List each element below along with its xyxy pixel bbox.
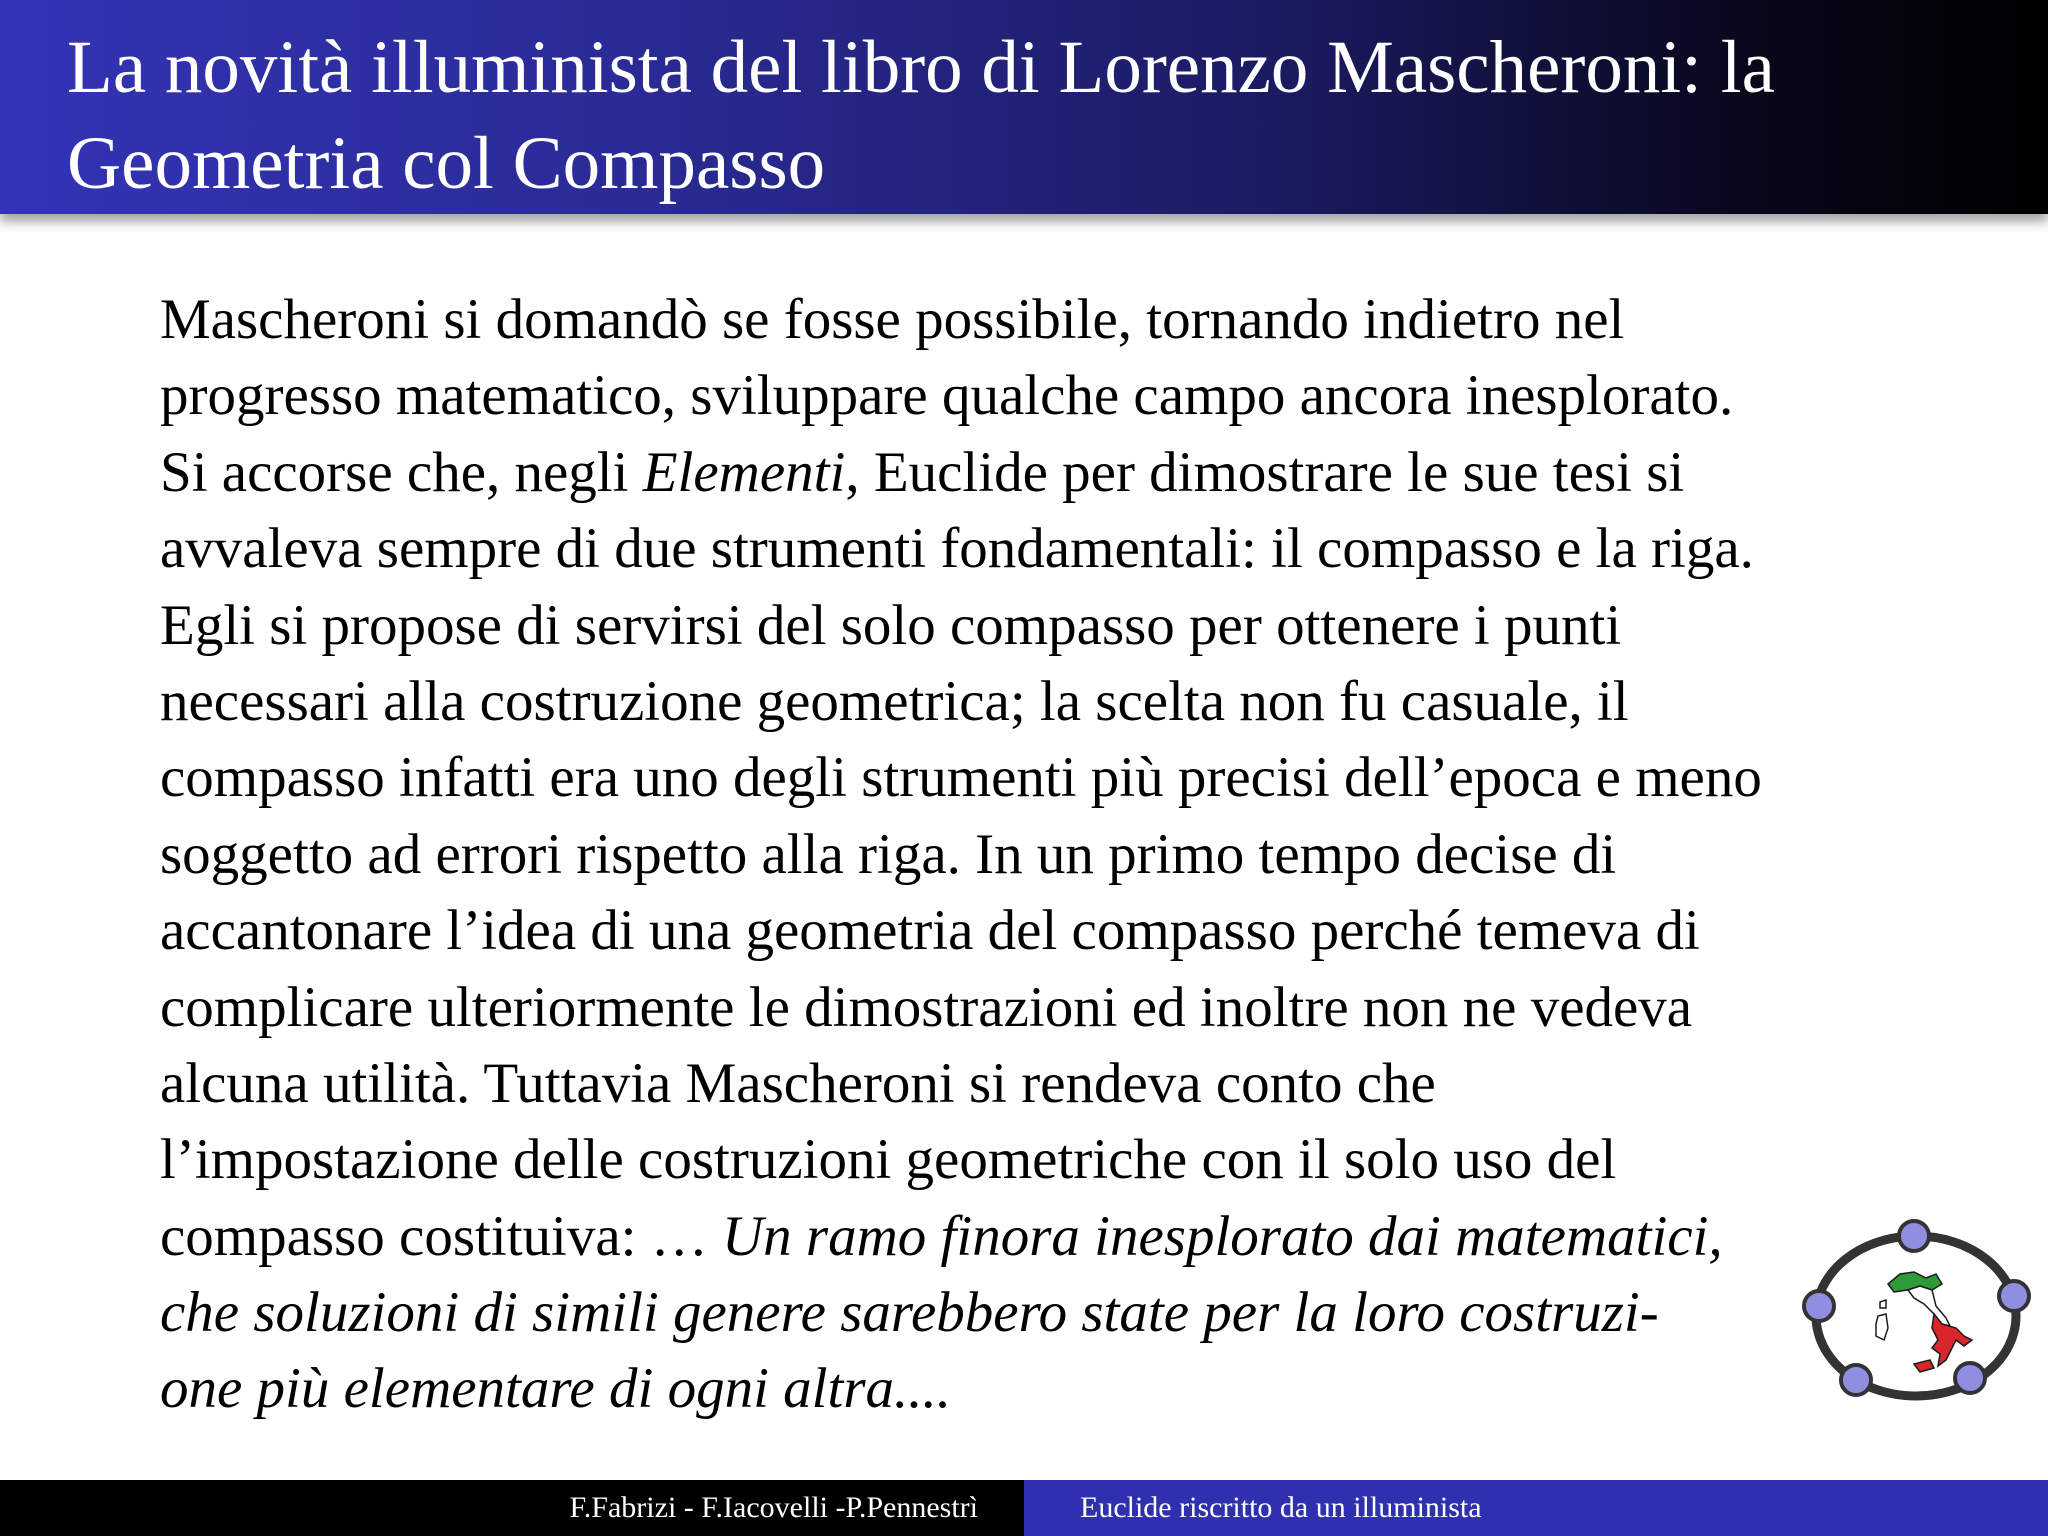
body-line: Mascheroni si domandò se fosse possibile, tornando indietro nel <box>160 288 1625 351</box>
logo-node <box>1999 1281 2029 1311</box>
body-line: progresso matematico, sviluppare qualche campo ancora inesplorato. <box>160 364 1734 428</box>
corsica-shape <box>1880 1300 1886 1308</box>
body-line: Egli si propose di servirsi del solo compasso per ottenere i punti <box>160 593 1622 657</box>
slide-title-line-2: Geometria col Compasso <box>67 122 826 205</box>
body-line <box>160 1199 2000 1275</box>
quote-italic: one più elementare di ogni altra.... <box>160 1357 952 1421</box>
body-line: soggetto ad errori rispetto alla riga. In un primo tempo decise di <box>160 822 1617 886</box>
logo-node <box>1804 1291 1834 1321</box>
logo-node <box>1899 1221 1929 1251</box>
body-line <box>160 1351 2000 1427</box>
body-text-run: Si accorse che, negli <box>160 440 643 504</box>
elementi-italic: Elementi <box>642 440 846 504</box>
body-line: necessari alla costruzione geometrica; la scelta non fu casuale, il <box>160 669 1629 733</box>
logo-node <box>1955 1363 1985 1393</box>
body-line: accantonare l’idea di una geometria del compasso perché temeva di <box>160 899 1700 963</box>
body-line <box>160 435 2000 511</box>
slide-title-line-1: La novità illuminista del libro di Lorenzo Mascheroni: la <box>67 26 1775 109</box>
body-text-run: , Euclide per dimostrare le sue tesi si <box>845 440 1685 504</box>
quote-italic: Un ramo finora inesplorato dai matematici, <box>722 1204 1723 1268</box>
body-line: complicare ulteriormente le dimostrazioni ed inoltre non ne vedeva <box>160 975 1693 1039</box>
slide-body <box>160 282 2000 1428</box>
body-text-run: compasso costituiva: … <box>160 1204 723 1268</box>
body-line <box>160 1275 2000 1351</box>
body-line: compasso infatti era uno degli strumenti più precisi dell’epoca e meno <box>160 746 1762 810</box>
geogebra-italy-logo-icon <box>1796 1216 2036 1416</box>
body-line: alcuna utilità. Tuttavia Mascheroni si rendeva conto che <box>160 1051 1436 1115</box>
footer-bar <box>0 1480 2048 1536</box>
body-line: avvaleva sempre di due strumenti fondamentali: il compasso e la riga. <box>160 517 1754 581</box>
logo-node <box>1841 1365 1871 1395</box>
footer-authors: F.Fabrizi - F.Iacovelli -P.Pennestrì <box>0 1480 1024 1536</box>
slide-title <box>67 20 2027 212</box>
footer-talk-title: Euclide riscritto da un illuminista <box>1024 1480 2048 1536</box>
title-bar <box>0 0 2048 214</box>
body-line: l’impostazione delle costruzioni geometriche con il solo uso del <box>160 1128 1617 1192</box>
quote-italic: che soluzioni di simili genere sarebbero state per la loro costruzi- <box>160 1281 1659 1345</box>
